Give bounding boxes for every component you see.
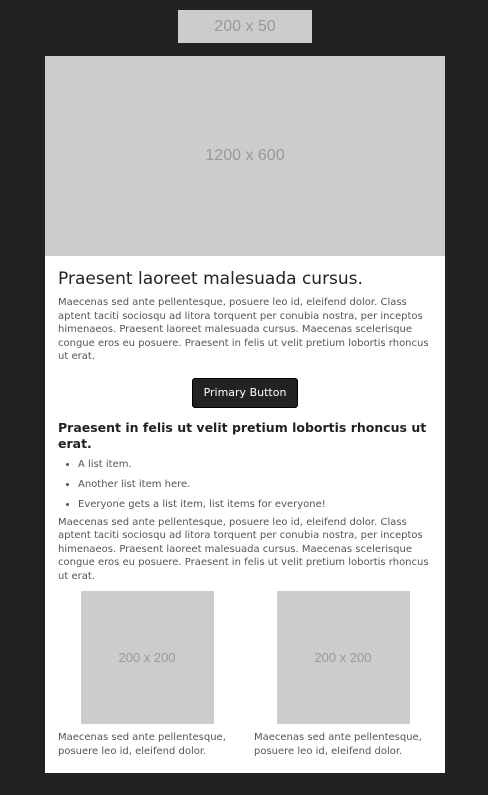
email-content [45, 268, 445, 758]
list-item: • Everyone gets a list item, list items for everyone! [78, 498, 432, 511]
email-title: Praesent laoreet malesuada cursus. [58, 269, 363, 289]
hero-image-placeholder: 1200 x 600 [45, 56, 445, 256]
list-item: • A list item. [78, 458, 432, 471]
button-container [58, 378, 432, 408]
column-image-placeholder: 200 x 200 [81, 591, 214, 724]
section-subtitle: Praesent in felis ut velit pretium lobortis rhoncus ut erat. [58, 419, 427, 451]
email-body-card [45, 56, 445, 773]
bullet-list [58, 458, 432, 511]
logo-placeholder: 200 x 50 [178, 10, 312, 43]
column-right [254, 591, 432, 758]
intro-paragraph: Maecenas sed ante pellentesque, posuere leo id, eleifend dolor. Class aptent taciti sociosqu ad litora torquent per conubia nostra, per inceptos himenaeos. Praesent laoreet malesuada cursus. Maecenas scelerisque congue eros eu posuere. Praesent in felis ut velit pretium lobortis rhoncus ut erat. [58, 297, 429, 362]
two-column-section [58, 591, 432, 758]
column-caption: Maecenas sed ante pellentesque, posuere leo id, eleifend dolor. [58, 732, 226, 757]
column-image-placeholder: 200 x 200 [277, 591, 410, 724]
primary-button[interactable]: Primary Button [192, 378, 299, 408]
column-left [58, 591, 236, 758]
body-paragraph: Maecenas sed ante pellentesque, posuere leo id, eleifend dolor. Class aptent taciti sociosqu ad litora torquent per conubia nostra, per inceptos himenaeos. Praesent laoreet malesuada cursus. Maecenas scelerisque congue eros eu posuere. Praesent in felis ut velit pretium lobortis rhoncus ut erat. [58, 516, 429, 582]
column-caption: Maecenas sed ante pellentesque, posuere leo id, eleifend dolor. [254, 732, 422, 757]
list-item: • Another list item here. [78, 478, 432, 491]
